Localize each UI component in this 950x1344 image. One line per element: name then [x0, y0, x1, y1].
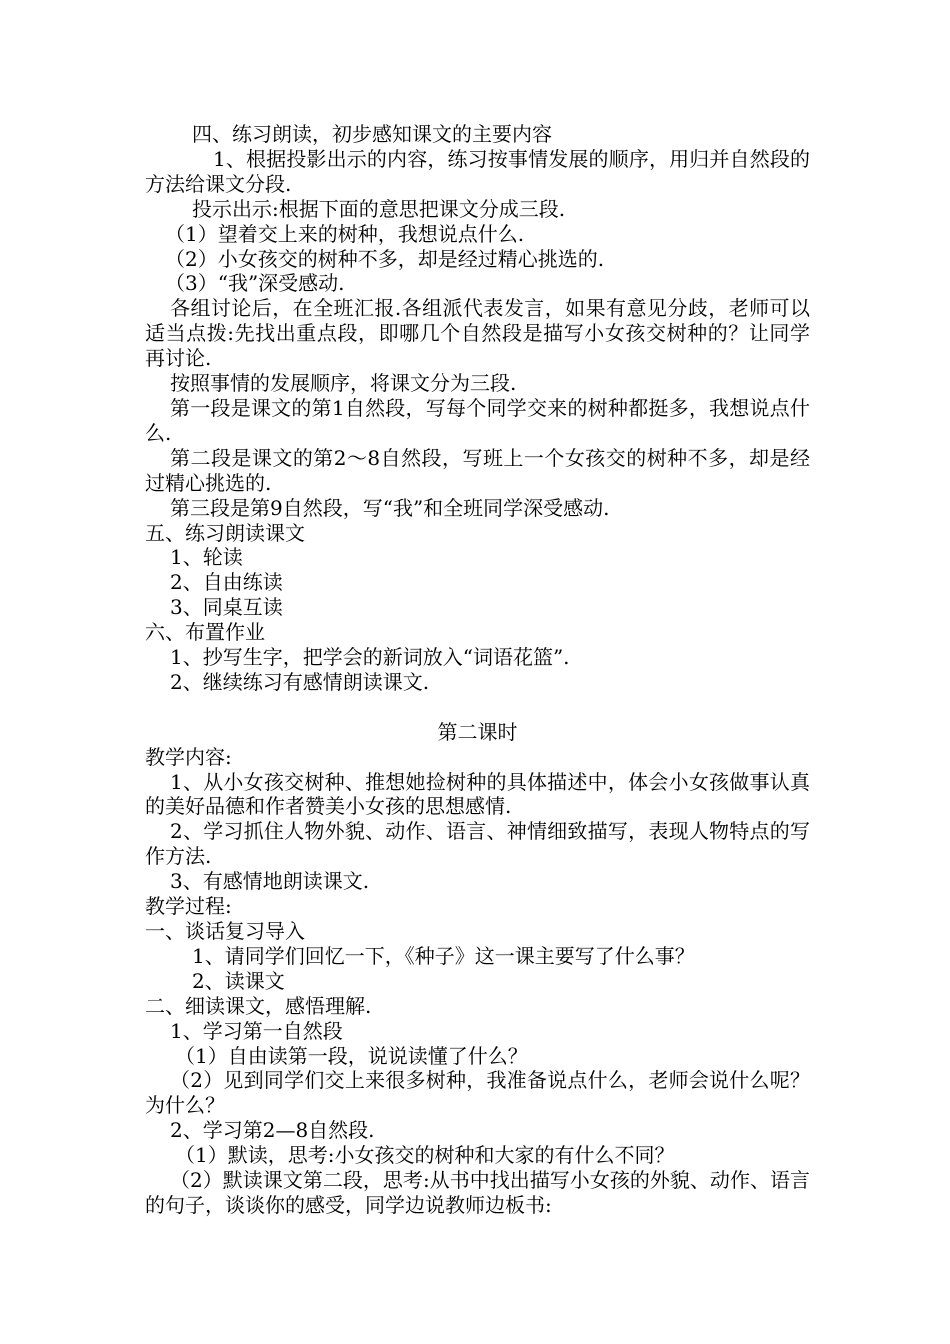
blank-line: [145, 695, 810, 720]
paragraph-text: 各组讨论后，在全班汇报.各组派代表发言，如果有意见分歧，老师可以适当点拨:先找出重点段，即哪几个自然段是描写小女孩交树种的？让同学再讨论.: [145, 296, 810, 371]
section-heading-practice-reading: 四、练习朗读，初步感知课文的主要内容: [192, 122, 552, 146]
paragraph-text: （2）默读课文第二段，思考:从书中找出描写小女孩的外貌、动作、语言 的句子，谈谈你的感受，同学边说教师边板书:: [145, 1168, 830, 1217]
content-item: 3、有感情地朗读课文.: [170, 869, 370, 894]
projection-item: （3）“我”深受感动.: [165, 271, 345, 296]
list-item: 2、继续练习有感情朗读课文.: [170, 669, 430, 694]
list-item: 1、轮读: [170, 545, 243, 570]
list-item: 2、自由练读: [170, 570, 283, 595]
list-item: [145, 1168, 830, 1218]
projection-intro: 投示出示:根据下面的意思把课文分成三段.: [192, 196, 566, 221]
section-summary: [145, 396, 810, 446]
content-item: [145, 819, 810, 869]
document-page: [145, 122, 830, 1218]
paragraph-text: 1、从小女孩交树种、推想她捡树种的具体描述中，体会小女孩做事认真的美好品德和作者赞美小女孩的思想感情.: [145, 769, 810, 819]
discussion-paragraph: [145, 296, 810, 371]
sub-heading: 2、学习第2—8自然段.: [170, 1118, 375, 1143]
process-heading: 教学过程:: [145, 894, 232, 919]
paragraph-segmenting-instructions: [145, 147, 810, 197]
list-item: [145, 1068, 810, 1118]
content-heading: 教学内容:: [145, 744, 232, 769]
list-item: 1、请同学们回忆一下，《种子》这一课主要写了什么事？: [192, 943, 695, 968]
list-item: （1）默读，思考:小女孩交的树种和大家的有什么不同？: [175, 1143, 675, 1168]
step-heading: 一、谈话复习导入: [145, 918, 305, 943]
list-item: （1）自由读第一段，说说读懂了什么？: [175, 1043, 528, 1068]
section-summary: 第三段是第9自然段，写“我”和全班同学深受感动.: [170, 495, 610, 520]
sub-heading: 1、学习第一自然段: [170, 1018, 343, 1043]
list-item: 3、同桌互读: [170, 595, 283, 620]
paragraph-text: 第二段是课文的第2～8自然段，写班上一个女孩交的树种不多，却是经过精心挑选的.: [145, 445, 810, 495]
paragraph-text: 1、根据投影出示的内容，练习按事情发展的顺序，用归并自然段的方法给课文分段.: [145, 146, 810, 196]
paragraph-text: 第一段是课文的第1自然段，写每个同学交来的树种都挺多，我想说点什么.: [145, 395, 810, 445]
list-item: 2、读课文: [192, 968, 285, 993]
section-heading-read-aloud: 五、练习朗读课文: [145, 520, 305, 545]
list-item: 1、抄写生字，把学会的新词放入“词语花篮”.: [170, 645, 570, 670]
conclusion-paragraph: 按照事情的发展顺序，将课文分为三段.: [170, 371, 517, 396]
section-summary: [145, 446, 810, 496]
section-heading-homework: 六、布置作业: [145, 620, 265, 645]
step-heading: 二、细读课文，感悟理解.: [145, 993, 372, 1018]
lesson-title: 第二课时: [437, 719, 518, 744]
paragraph-text: 2、学习抓住人物外貌、动作、语言、神情细致描写，表现人物特点的写作方法.: [145, 819, 810, 869]
paragraph-text: （2）见到同学们交上来很多树种，我准备说点什么，老师会说什么呢？为什么？: [145, 1068, 810, 1118]
projection-item: （2）小女孩交的树种不多，却是经过精心挑选的.: [165, 246, 605, 271]
content-item: [145, 770, 810, 820]
projection-item: （1）望着交上来的树种，我想说点什么.: [165, 221, 525, 246]
